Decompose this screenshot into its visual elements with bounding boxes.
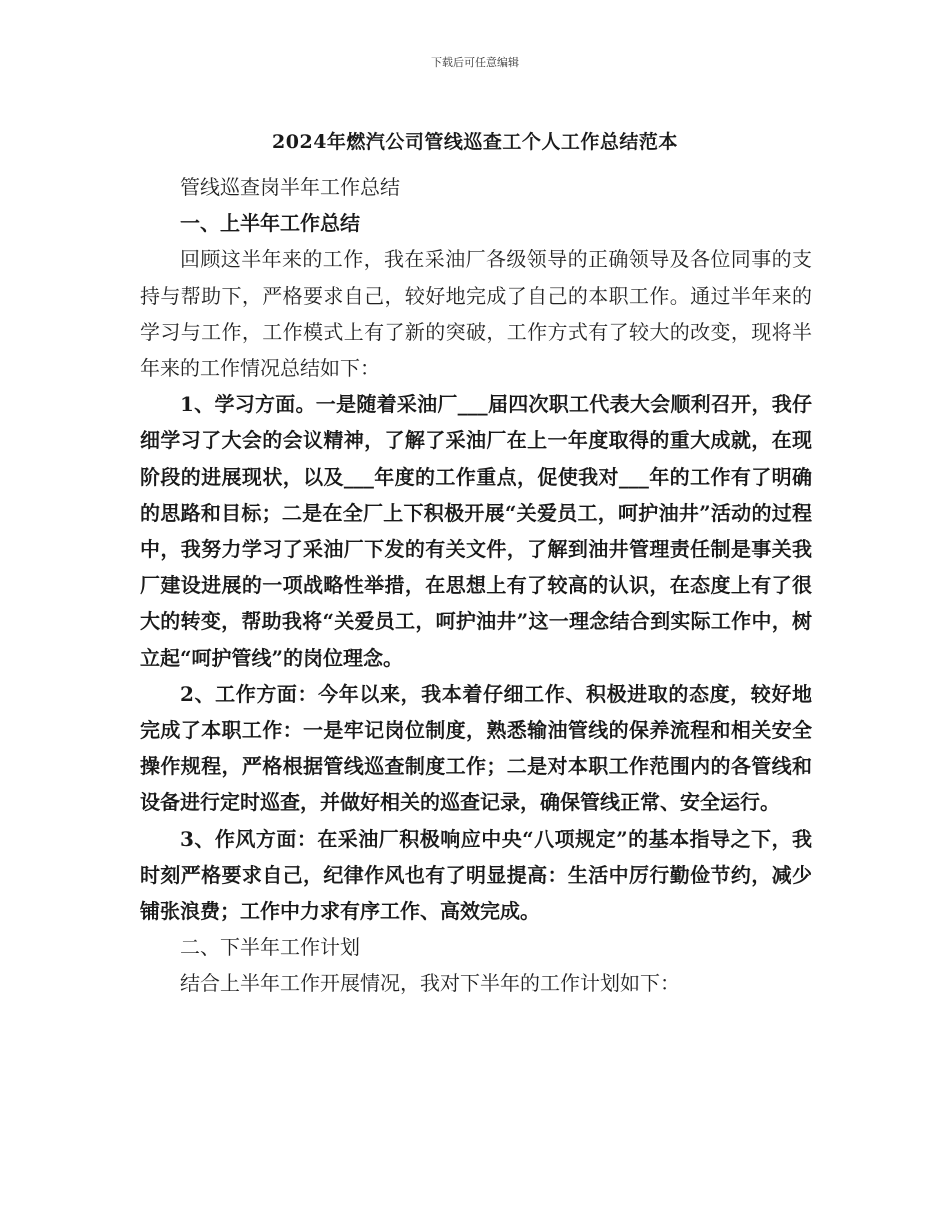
document-title: 2024年燃汽公司管线巡查工个人工作总结范本 [272, 131, 678, 153]
document-body [140, 169, 812, 1002]
item1-paragraph: 1、学习方面。一是随着采油厂___届四次职工代表大会顺利召开，我仔细学习了大会的会议精神，了解了采油厂在上一年度取得的重大成就，在现阶段的进展现状，以及___年度的工作重点，促使我对___年的工作有了明确的思路和目标；二是在全厂上下积极开展“关爱员工，呵护油井”活动的过程中，我努力学习了采油厂下发的有关文件，了解到油井管理责任制是事关我厂建设进展的一项战略性举措，在思想上有了较高的认识，在态度上有了很大的转变，帮助我将“关爱员工，呵护油井”这一理念结合到实际工作中，树立起“呵护管线”的岗位理念。 [140, 392, 812, 670]
item3-paragraph: 3、作风方面：在采油厂积极响应中央“八项规定”的基本指导之下，我时刻严格要求自己，纪律作风也有了明显提高：生活中厉行勤俭节约，减少铺张浪费；工作中力求有序工作、高效完成。 [140, 826, 812, 924]
header-note: 下载后可任意编辑 [431, 56, 519, 69]
plan-intro-paragraph: 结合上半年工作开展情况，我对下半年的工作计划如下： [180, 971, 680, 996]
intro-paragraph: 回顾这半年来的工作，我在采油厂各级领导的正确领导及各位同事的支持与帮助下，严格要求自己，较好地完成了自己的本职工作。通过半年来的学习与工作，工作模式上有了新的突破，工作方式有了较大的改变，现将半年来的工作情况总结如下： [140, 247, 812, 381]
section1-heading: 一、上半年工作总结 [180, 211, 360, 236]
section2-heading: 二、下半年工作计划 [180, 935, 360, 960]
subtitle: 管线巡查岗半年工作总结 [180, 175, 400, 199]
item2-paragraph: 2、工作方面：今年以来，我本着仔细工作、积极进取的态度，较好地完成了本职工作：一是牢记岗位制度，熟悉输油管线的保养流程和相关安全操作规程，严格根据管线巡查制度工作；二是对本职工作范围内的各管线和设备进行定时巡查，并做好相关的巡查记录，确保管线正常、安全运行。 [140, 681, 812, 815]
